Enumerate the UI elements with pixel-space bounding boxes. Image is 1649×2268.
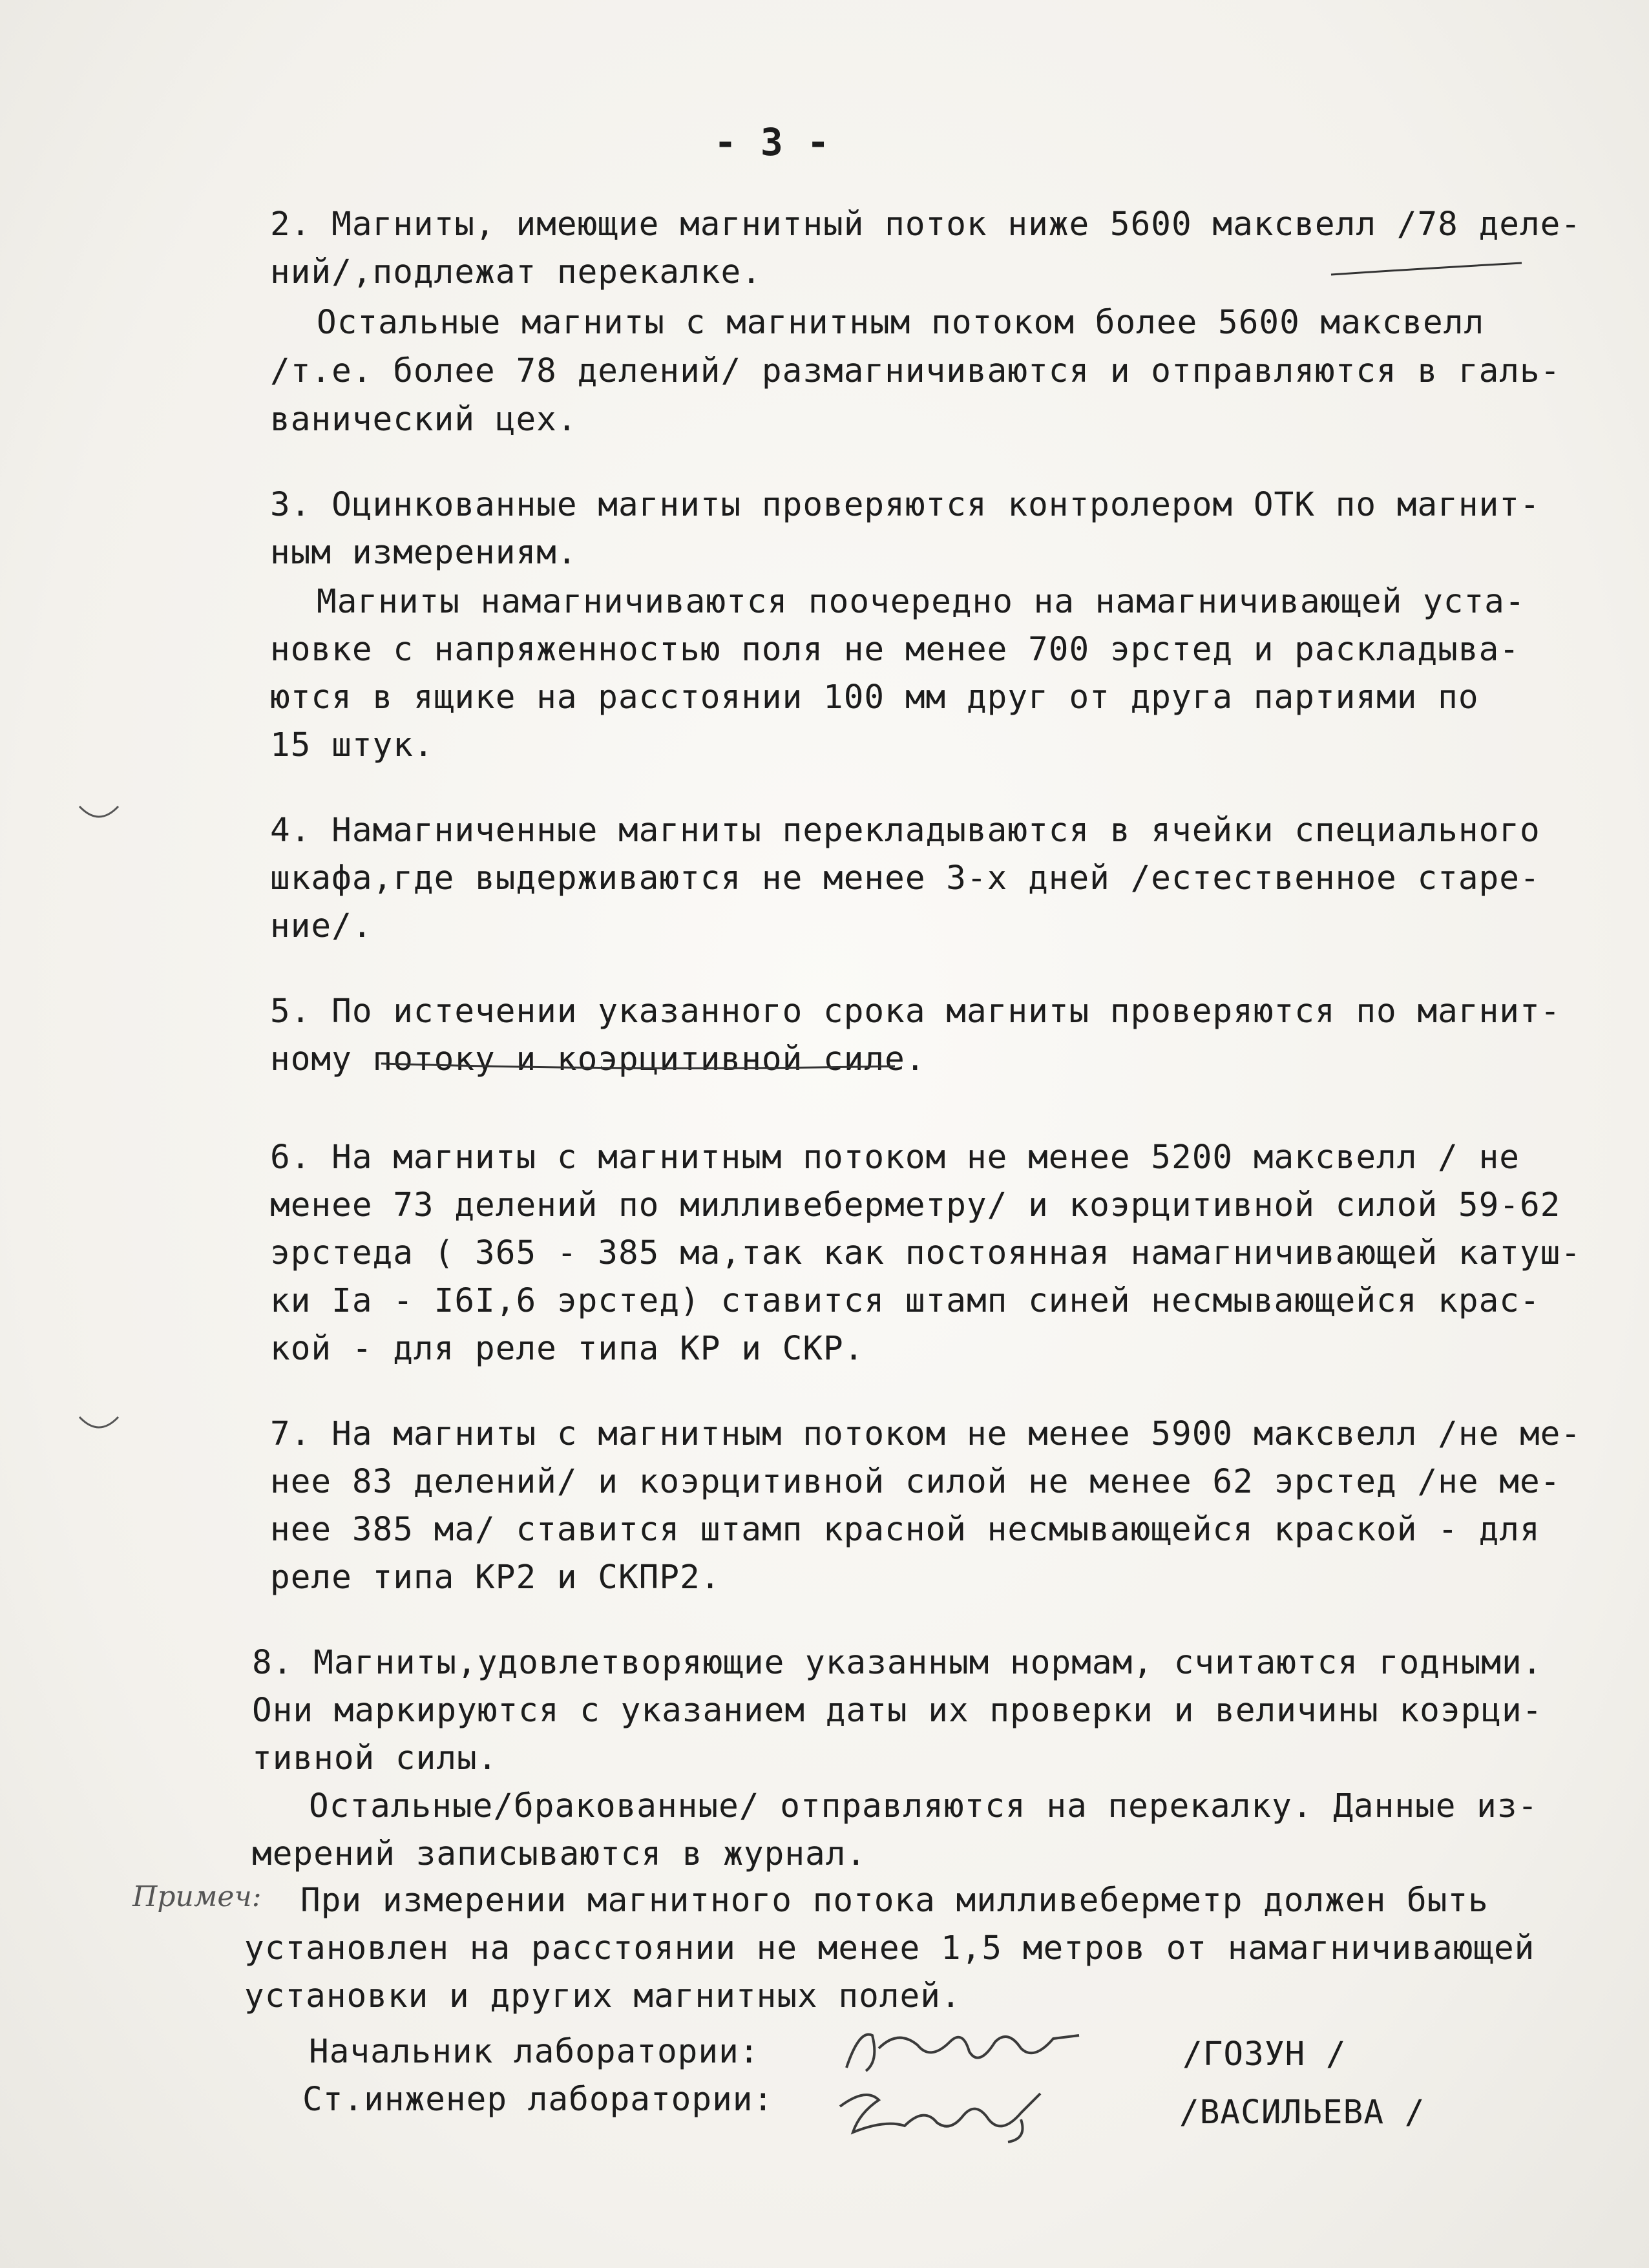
paragraph-8-line-1: 8. Магниты,удовлетворяющие указанным нормам, считаются годными. <box>252 1644 1543 1682</box>
pencil-underline <box>381 1060 898 1079</box>
paragraph-3b-line-1: Магниты намагничиваются поочередно на намагничивающей уста- <box>317 583 1526 621</box>
head-of-lab-title: Начальник лаборатории: <box>309 2033 760 2071</box>
paragraph-8b-line-2: мерений записываются в журнал. <box>252 1835 867 1873</box>
paragraph-2b-line-1: Остальные магниты с магнитным потоком более 5600 максвелл <box>317 304 1485 342</box>
head-of-lab-name: /ГОЗУН / <box>1182 2035 1347 2074</box>
paragraph-4-line-3: ние/. <box>270 907 373 945</box>
handwritten-note-prefix: Примеч: <box>132 1880 262 1913</box>
paragraph-8b-line-1: Остальные/бракованные/ отправляются на перекалку. Данные из- <box>309 1787 1539 1825</box>
note-line-3: установки и других магнитных полей. <box>244 1977 961 2015</box>
paragraph-2b-line-3: ванический цех. <box>270 401 578 439</box>
paragraph-8-line-2: Они маркируются с указанием даты их проверки и величины коэрци- <box>252 1692 1543 1730</box>
pencil-underline <box>1331 262 1525 281</box>
paragraph-7-line-3: нее 385 ма/ ставится штамп красной несмывающейся краской - для <box>270 1511 1540 1549</box>
paragraph-4-line-1: 4. Намагниченные магниты перекладываются в ячейки специального <box>270 812 1540 850</box>
paragraph-5-line-1: 5. По истечении указанного срока магниты проверяются по магнит- <box>270 992 1561 1031</box>
paragraph-6-line-1: 6. На магниты с магнитным потоком не менее 5200 максвелл / не <box>270 1139 1520 1177</box>
paragraph-7-line-2: нее 83 делений/ и коэрцитивной силой не менее 62 эрстед /не ме- <box>270 1463 1561 1501</box>
paragraph-7-line-4: реле типа КР2 и СКПР2. <box>270 1559 721 1597</box>
punch-hole-mark <box>76 1412 121 1438</box>
paragraph-3-line-2: ным измерениям. <box>270 534 578 572</box>
paragraph-3-line-1: 3. Оцинкованные магниты проверяются контролером ОТК по магнит- <box>270 486 1540 524</box>
note-line-1: При измерении магнитного потока милливеберметр должен быть <box>300 1882 1489 1920</box>
paragraph-8-line-3: тивной силы. <box>252 1739 498 1778</box>
paragraph-3b-line-4: 15 штук. <box>270 726 434 764</box>
paragraph-6-line-3: эрстеда ( 365 - 385 ма,так как постоянная намагничивающей катуш- <box>270 1234 1582 1272</box>
paragraph-5-line-2: ному потоку и коэрцитивной силе. <box>270 1040 926 1078</box>
senior-engineer-title: Ст.инженер лаборатории: <box>302 2081 774 2119</box>
paragraph-2b-line-2: /т.е. более 78 делений/ размагничиваются и отправляются в галь- <box>270 352 1561 390</box>
head-of-lab-signature <box>840 2022 1086 2081</box>
senior-engineer-name: /ВАСИЛЬЕВА / <box>1179 2094 1425 2132</box>
paragraph-6-line-5: кой - для реле типа КР и СКР. <box>270 1330 865 1368</box>
page-number: - 3 - <box>714 120 830 164</box>
note-line-2: установлен на расстоянии не менее 1,5 метров от намагничивающей <box>244 1929 1535 1968</box>
paragraph-3b-line-3: ются в ящике на расстоянии 100 мм друг от друга партиями по <box>270 678 1479 717</box>
paragraph-2-line-2: ний/,подлежат перекалке. <box>270 253 762 291</box>
paragraph-2-line-1: 2. Магниты, имеющие магнитный поток ниже 5600 максвелл /78 деле- <box>270 205 1582 244</box>
paragraph-3b-line-2: новке с напряженностью поля не менее 700 эрстед и раскладыва- <box>270 631 1520 669</box>
senior-engineer-signature <box>827 2081 1060 2145</box>
paragraph-6-line-2: менее 73 делений по милливеберметру/ и коэрцитивной силой 59-62 <box>270 1186 1561 1224</box>
paragraph-7-line-1: 7. На магниты с магнитным потоком не менее 5900 максвелл /не ме- <box>270 1415 1582 1453</box>
punch-hole-mark <box>76 801 121 827</box>
paragraph-4-line-2: шкафа,где выдерживаются не менее 3-х дней /естественное старе- <box>270 859 1540 898</box>
paragraph-6-line-4: ки Iа - I6I,6 эрстед) ставится штамп синей несмывающейся крас- <box>270 1282 1540 1320</box>
